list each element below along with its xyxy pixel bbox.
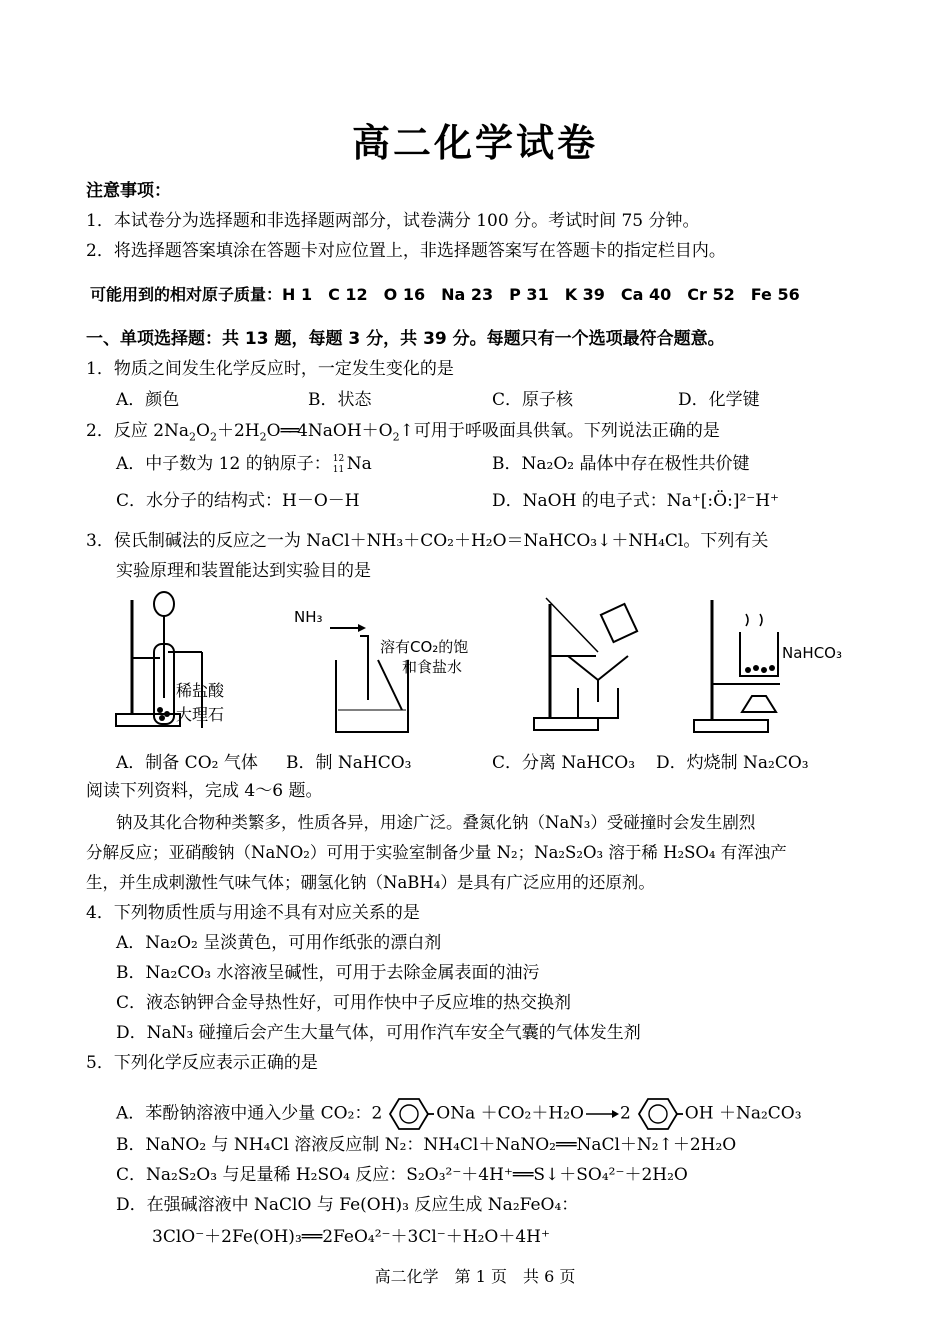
apparatus-d-figure: [690, 592, 880, 742]
apparatus-a-label-marble: 大理石: [176, 705, 225, 724]
benzene-ring-icon: [633, 1094, 683, 1134]
reading-intro: 阅读下列资料，完成 4～6 题。: [86, 781, 323, 801]
question-4-option-d: D．NaN₃ 碰撞后会产生大量气体，可用作汽车安全气囊的气体发生剂: [116, 1023, 641, 1043]
question-5-option-a-mid1: ONa ＋CO₂＋H₂O: [436, 1103, 584, 1124]
question-4-stem: 4．下列物质性质与用途不具有对应关系的是: [86, 903, 420, 923]
question-2-stem-pre: 2．反应 2Na: [86, 421, 190, 441]
apparatus-b-label-brine-1: 溶有CO₂的饱: [380, 638, 469, 656]
question-5-option-d-line1: D．在强碱溶液中 NaClO 与 Fe(OH)₃ 反应生成 Na₂FeO₄：: [116, 1195, 579, 1215]
question-1-option-d: D．化学键: [678, 390, 760, 410]
question-5-option-a-post: OH ＋Na₂CO₃: [684, 1103, 802, 1124]
question-5-option-a: [116, 1094, 802, 1134]
question-5-option-b: B．NaNO₂ 与 NH₄Cl 溶液反应制 N₂：NH₄Cl＋NaNO₂══NaCl＋N₂↑＋2H₂O: [116, 1135, 737, 1155]
apparatus-d-label-nahco3: NaHCO₃: [782, 644, 842, 662]
benzene-ring-icon: [384, 1094, 434, 1134]
question-2-option-a: A．中子数为 12 的钠原子： 12 11 Na: [116, 453, 372, 475]
apparatus-b-figure: [290, 600, 500, 745]
question-2-option-c: C．水分子的结构式：H－O－H: [116, 491, 360, 511]
apparatus-a-label-acid: 稀盐酸: [176, 681, 225, 700]
apparatus-b-label-nh3: NH₃: [294, 608, 323, 626]
question-3-option-b: B．制 NaHCO₃: [286, 753, 412, 773]
question-4-option-c: C．液态钠钾合金导热性好，可用作快中子反应堆的热交换剂: [116, 993, 572, 1013]
question-1-option-b: B．状态: [308, 390, 372, 410]
apparatus-b-label-brine-2: 和食盐水: [402, 658, 463, 676]
apparatus-a-figure: [110, 588, 270, 740]
question-3-option-c: C．分离 NaHCO₃: [492, 753, 636, 773]
question-5-option-a-mid2: 2: [619, 1103, 631, 1124]
reading-paragraph-line-3: 生，并生成刺激性气味气体；硼氢化钠（NaBH₄）是具有广泛应用的还原剂。: [86, 873, 655, 892]
notice-item-1: 1．本试卷分为选择题和非选择题两部分，试卷满分 100 分。考试时间 75 分钟。: [86, 211, 700, 231]
question-5-option-a-pre: A．苯酚钠溶液中通入少量 CO₂：2: [116, 1103, 383, 1124]
question-3-stem-line2: 实验原理和装置能达到实验目的是: [116, 561, 371, 581]
reaction-arrow-icon: [584, 1107, 620, 1121]
question-1-option-a: A．颜色: [116, 390, 180, 410]
question-5-option-d-line2: 3ClO⁻＋2Fe(OH)₃══2FeO₄²⁻＋3Cl⁻＋H₂O＋4H⁺: [152, 1227, 550, 1247]
notice-item-2: 2．将选择题答案填涂在答题卡对应位置上，非选择题答案写在答题卡的指定栏目内。: [86, 241, 726, 261]
page-title: 高二化学试卷: [351, 121, 598, 165]
page-footer: 高二化学 第 1 页 共 6 页: [374, 1267, 576, 1286]
reading-paragraph-line-1: 钠及其化合物种类繁多，性质各异，用途广泛。叠氮化钠（NaN₃）受碰撞时会发生剧烈: [116, 813, 756, 832]
question-4-option-b: B．Na₂CO₃ 水溶液呈碱性，可用于去除金属表面的油污: [116, 963, 540, 983]
notice-heading: 注意事项：: [86, 181, 171, 201]
apparatus-c-figure: [520, 592, 660, 742]
question-3-stem-line1: 3．侯氏制碱法的反应之一为 NaCl＋NH₃＋CO₂＋H₂O＝NaHCO₃↓＋NH₄Cl。下列有关: [86, 531, 769, 551]
question-1-stem: 1．物质之间发生化学反应时，一定发生变化的是: [86, 359, 454, 379]
question-2-option-b: B．Na₂O₂ 晶体中存在极性共价键: [492, 454, 750, 474]
question-2-stem: 2．反应 $2Na_2O_2+2H_2O══4NaOH+O_2↑$可用于呼吸面具供氧。下列说法正确的是: [86, 421, 720, 444]
atomic-mass-line: 可能用到的相对原子质量：H 1 C 12 O 16 Na 23 P 31 K 39 Ca 40 Cr 52 Fe 56: [90, 285, 800, 304]
question-5-option-c: C．Na₂S₂O₃ 与足量稀 H₂SO₄ 反应：S₂O₃²⁻＋4H⁺══S↓＋SO₄²⁻＋2H₂O: [116, 1165, 688, 1185]
reading-paragraph-line-2: 分解反应；亚硝酸钠（NaNO₂）可用于实验室制备少量 N₂；Na₂S₂O₃ 溶于稀 H₂SO₄ 有浑浊产: [86, 843, 787, 862]
question-3-option-d: D．灼烧制 Na₂CO₃: [656, 753, 809, 773]
question-2-option-d: D．NaOH 的电子式：Na⁺[:Ö:]²⁻H⁺: [492, 491, 780, 511]
question-2-option-a-text: A．中子数为 12 的钠原子：: [116, 454, 331, 474]
section-heading: 一、单项选择题：共 13 题，每题 3 分，共 39 分。每题只有一个选项最符合题意。: [86, 329, 725, 349]
question-2-stem-post: 可用于呼吸面具供氧。下列说法正确的是: [413, 421, 720, 441]
question-1-option-c: C．原子核: [492, 390, 574, 410]
question-5-stem: 5．下列化学反应表示正确的是: [86, 1053, 318, 1073]
question-3-option-a: A．制备 CO₂ 气体: [116, 753, 258, 773]
question-4-option-a: A．Na₂O₂ 呈淡黄色，可用作纸张的漂白剂: [116, 933, 442, 953]
